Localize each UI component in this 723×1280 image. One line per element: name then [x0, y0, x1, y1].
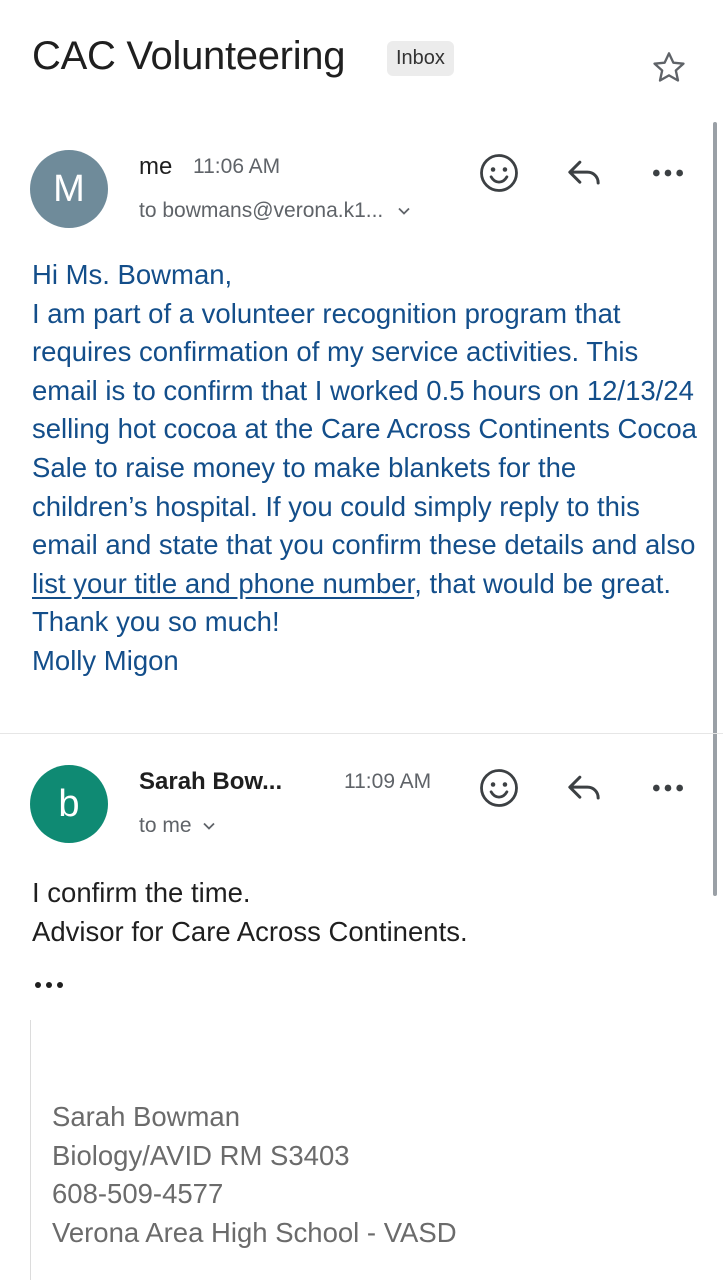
star-icon[interactable] — [649, 48, 689, 88]
more-icon[interactable] — [645, 150, 691, 196]
emoji-icon[interactable] — [476, 150, 522, 196]
inbox-label-chip[interactable]: Inbox — [387, 41, 454, 76]
chevron-down-icon[interactable] — [202, 821, 216, 831]
body-paragraph: I am part of a volunteer recognition program that requires confirmation of my service activities. This email is to confirm that I worked 0.5 hours on 12/13/24 selling hot cocoa at the Care Across Continents Cocoa Sale to raise money to make blankets for the children’s hospital. If you could simply reply to this email and state that you confirm these details and also list your title and phone number, that would be great. Thank you so much! — [32, 297, 697, 638]
signature-line: Verona Area High School - VASD — [52, 1216, 457, 1248]
reply-icon[interactable] — [561, 150, 607, 196]
body-line: Advisor for Care Across Continents. — [32, 915, 468, 947]
avatar-me[interactable]: M — [30, 150, 108, 228]
chevron-down-icon[interactable] — [397, 206, 411, 216]
more-icon[interactable] — [645, 765, 691, 811]
recipient-text: to bowmans@verona.k1... — [139, 199, 384, 222]
sender-name: Sarah Bow... — [139, 768, 283, 795]
message-time: 11:06 AM — [193, 155, 281, 178]
recipient-text: to me — [139, 814, 192, 837]
avatar-sarah[interactable]: b — [30, 765, 108, 843]
subject-header — [32, 30, 703, 90]
message-time: 11:09 AM — [344, 770, 432, 793]
signature-line: 608-509-4577 — [52, 1178, 224, 1210]
signature-line: Biology/AVID RM S3403 — [52, 1139, 350, 1171]
message-body — [32, 874, 468, 951]
sign-off-name: Molly Migon — [32, 644, 179, 676]
message-divider — [0, 733, 723, 734]
ellipsis-icon[interactable] — [34, 972, 68, 1003]
reply-icon[interactable] — [561, 765, 607, 811]
recipient-details[interactable] — [139, 814, 216, 838]
body-line: I confirm the time. — [32, 877, 251, 908]
recipient-details[interactable] — [139, 199, 411, 223]
sender-name: me — [139, 153, 173, 180]
scrollbar[interactable] — [713, 122, 717, 896]
message-body — [32, 256, 697, 681]
signature-line: Sarah Bowman — [52, 1101, 241, 1132]
email-subject: CAC Volunteering — [32, 34, 346, 78]
signature-block — [52, 1098, 457, 1252]
emoji-icon[interactable] — [476, 765, 522, 811]
greeting: Hi Ms. Bowman, — [32, 259, 233, 290]
underlined-request: list your title and phone number — [32, 567, 415, 599]
signature-rule — [30, 1020, 31, 1280]
